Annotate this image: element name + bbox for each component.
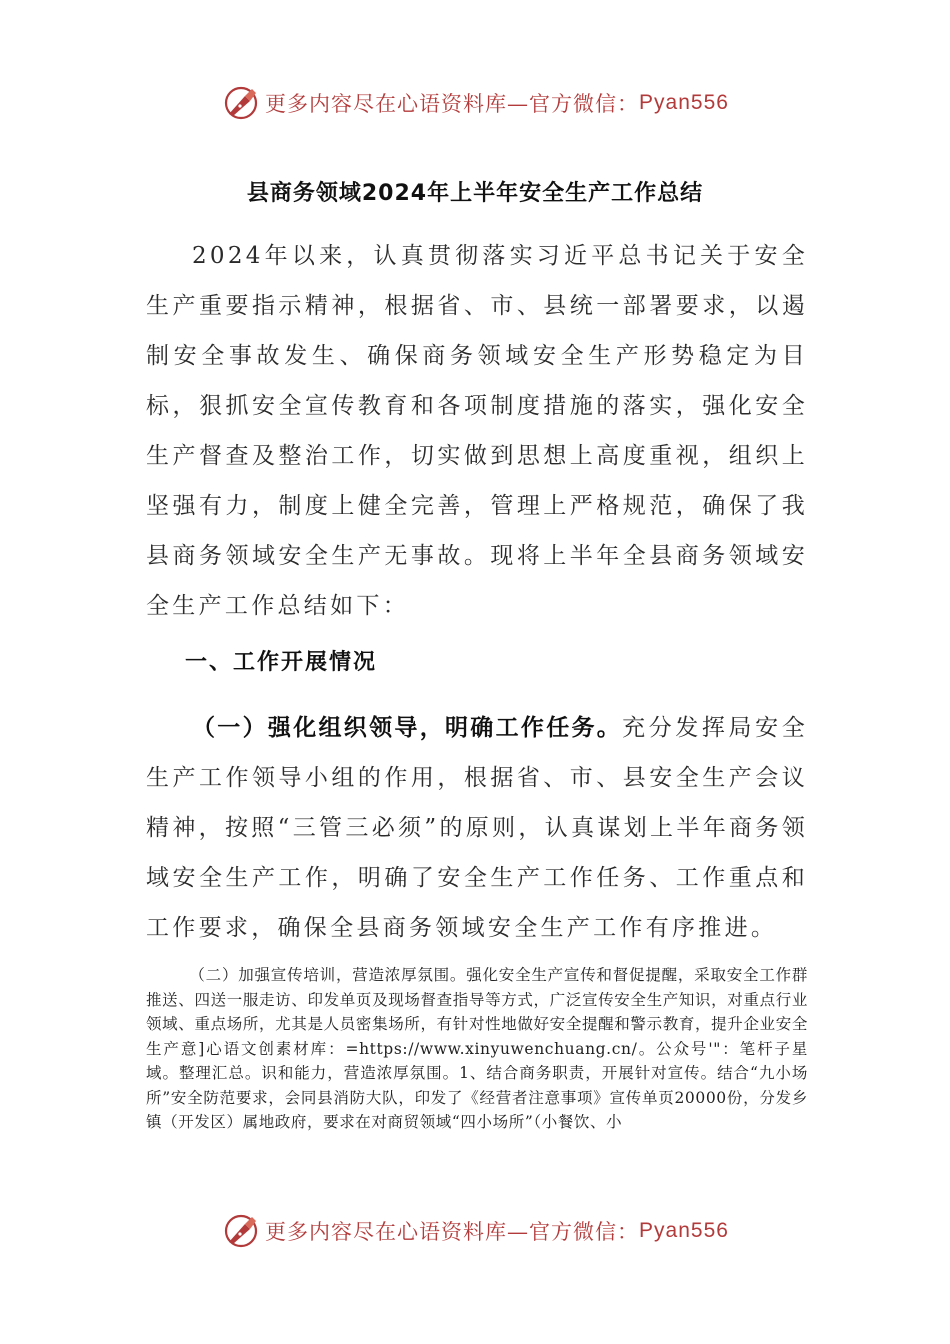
watermark-text: 更多内容尽在心语资料库—官方微信： [265,92,640,116]
intro-paragraph: 2024年以来，认真贯彻落实习近平总书记关于安全生产重要指示精神，根据省、市、县统一部署要求，以遏制安全事故发生、确保商务领域安全生产形势稳定为目标，狠抓安全宣传教育和各项制度措施的落实，强化安全生产督查及整治工作，切实做到思想上高度重视，组织上坚强有力，制度上健全完善，管理上严格规范，确保了我县商务领域安全生产无事故。现将上半年全县商务领域安全生产工作总结如下： [146,243,808,619]
watermark-wechat-id: Pyan556 [639,1219,729,1242]
item-1-lead: （一）强化组织领导，明确工作任务。 [192,715,623,741]
footer-watermark-banner [0,1206,950,1256]
document-title: 县商务领域2024年上半年安全生产工作总结 [246,181,704,206]
pen-nib-logo-icon [221,83,261,123]
section-heading: 一、工作开展情况 [185,650,378,675]
header-watermark-banner [0,78,950,128]
item-2-paragraph: （二）加强宣传培训，营造浓厚氛围。强化安全生产宣传和督促提醒，采取安全工作群推送、四送一服走访、印发单页及现场督查指导等方式，广泛宣传安全生产知识，对重点行业领域、重点场所，尤其是人员密集场所，有针对性地做好安全提醒和警示教育，提升企业安全生产意]心语文创素材库：=https://www.xinyuwenchuang.cn/。公众号'"：笔杆子星域。整理汇总。识和能力，营造浓厚氛围。1、结合商务职责，开展针对宣传。结合“九小场所”安全防范要求，会同县消防大队，印发了《经营者注意事项》宣传单页20000份，分发乡镇（开发区）属地政府，要求在对商贸领域“四小场所”（小餐饮、小 [146,966,808,1131]
watermark-text: 更多内容尽在心语资料库—官方微信： [265,1220,640,1244]
item-1-body: 充分发挥局安全生产工作领导小组的作用，根据省、市、县安全生产会议精神，按照“三管三必须”的原则，认真谋划上半年商务领域安全生产工作，明确了安全生产工作任务、工作重点和工作要求，确保全县商务领域安全生产工作有序推进。 [146,715,808,941]
item-1-paragraph [146,703,808,953]
pen-nib-logo-icon [221,1211,261,1251]
watermark-wechat-id: Pyan556 [639,91,729,114]
